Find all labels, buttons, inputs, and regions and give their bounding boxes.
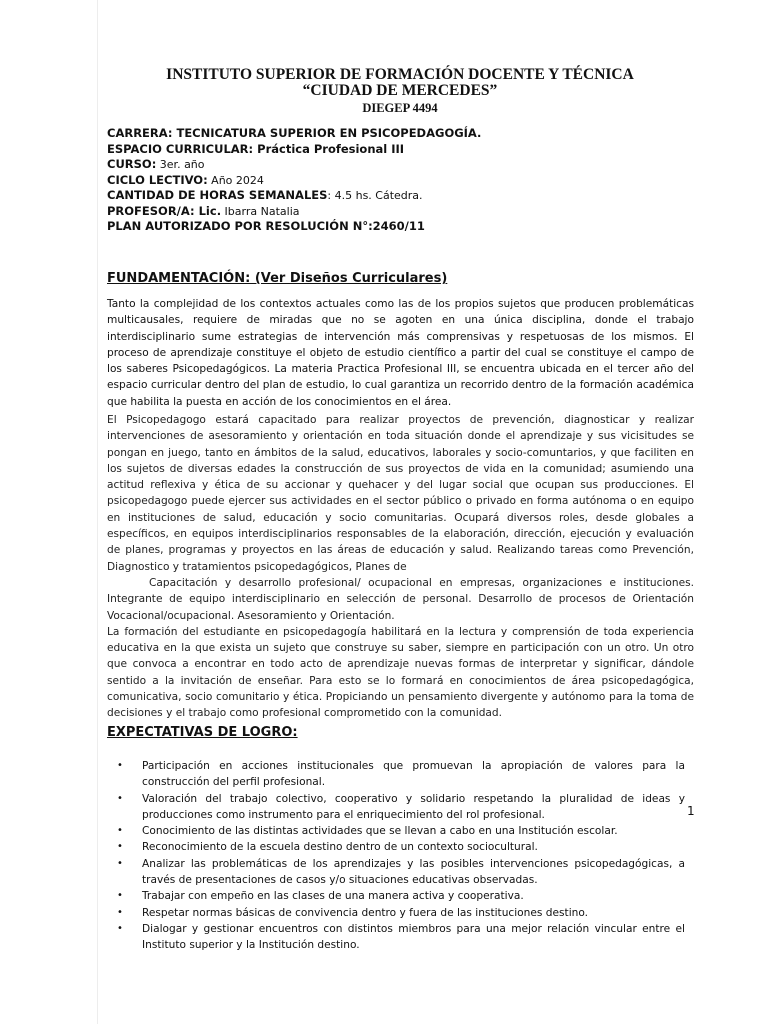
- areas-paragraph: Capacitación y desarrollo profesional/ ocupacional en empresas, organizaciones e instituciones. Integrante de equipo interdisciplinario en selección de personal. Desarrollo de procesos de Orientación Vocacional/ocupacional. Asesoramiento y Orientación.: [107, 576, 694, 622]
- fundamentacion-paragraph-2: [107, 412, 694, 722]
- list-item: • Conocimiento de las distintas actividades que se llevan a cabo en una Institución escolar.: [107, 823, 685, 839]
- bullet-icon: •: [117, 906, 123, 918]
- carrera-line: CARRERA: TECNICATURA SUPERIOR EN PSICOPEDAGOGÍA.: [107, 126, 482, 140]
- perfil-paragraph: El Psicopedagogo estará capacitado para realizar proyectos de prevención, diagnosticar y realizar intervenciones de asesoramiento y orientación en toda situación donde el aprendizaje y sus vicisitudes se pongan en juego, tanto en ámbitos de la salud, educativos, laborales y socio-comuntarios, y que faciliten en los sujetos de diversas edades la construcción de sus proyectos de vida en la comunidad; asumiendo una actitud reflexiva y ética de su accionar y quehacer y del lugar social que ocupan sus producciones. El psicopedagogo puede ejercer sus actividades en el sector público o privado en forma autónoma o en equipo en instituciones de salud, educación y socio comunitarias. Ocupará diversos roles, desde globales a específicos, en equipos interdisciplinarios responsables de la elaboración, dirección, ejecución y evaluación de planes, programas y proyectos en las áreas de educación y salud. Realizando tareas como Prevención, Diagnostico y tratamientos psicopedagógicos, Planes de: [107, 414, 694, 573]
- list-item: • Reconocimiento de la escuela destino dentro de un contexto sociocultural.: [107, 839, 685, 855]
- list-item: • Analizar las problemáticas de los aprendizajes y las posibles intervenciones psicopedagógicas, a través de presentaciones de casos y/o situaciones educativas observadas.: [117, 857, 685, 887]
- expectativas-title: EXPECTATIVAS DE LOGRO:: [107, 725, 298, 740]
- bullet-icon: •: [117, 922, 123, 934]
- document-header: [100, 67, 700, 117]
- bullet-icon: •: [117, 857, 123, 869]
- profesor-line: PROFESOR/A: Lic. Ibarra Natalia: [107, 203, 300, 218]
- page-number: 1: [687, 804, 695, 818]
- espacio-line: ESPACIO CURRICULAR: Práctica Profesional III: [107, 141, 405, 156]
- fundamentacion-title: FUNDAMENTACIÓN: (Ver Diseños Curriculares): [107, 271, 448, 286]
- list-item: • Participación en acciones institucionales que promuevan la apropiación de valores para la construcción del perfil profesional.: [117, 760, 685, 789]
- list-item: • Respetar normas básicas de convivencia dentro y fuera de las instituciones destino.: [107, 905, 685, 921]
- list-item: • Valoración del trabajo colectivo, cooperativo y solidario respetando la pluralidad de ideas y producciones como instrumento para el enriquecimiento del rol profesional.: [117, 792, 685, 821]
- horas-line: CANTIDAD DE HORAS SEMANALES: 4.5 hs. Cátedra.: [107, 188, 423, 202]
- list-item: • Dialogar y gestionar encuentros con distintos miembros para una mejor relación vincular entre el Instituto superior y la Institución destino.: [117, 922, 685, 952]
- bullet-icon: •: [117, 792, 123, 804]
- ciclo-line: CICLO LECTIVO: Año 2024: [107, 172, 264, 187]
- institution-city: “CIUDAD DE MERCEDES”: [302, 82, 498, 99]
- bullet-icon: •: [117, 890, 123, 902]
- page-margin-line: [97, 0, 98, 1024]
- bullet-icon: •: [117, 825, 123, 837]
- list-item: • Trabajar con empeño en las clases de una manera activa y cooperativa.: [107, 888, 685, 904]
- bullet-icon: •: [117, 760, 123, 771]
- course-info: [107, 126, 687, 235]
- fundamentacion-paragraph-1: Tanto la complejidad de los contextos actuales como las de los propios sujetos que producen problemáticas multicausales, requiere de miradas que no se agoten en una única disciplina, donde el trabajo interdisciplinario sume estrategias de intervención más comprensivas y respetuosas de los mismos. El proceso de aprendizaje constituye el objeto de estudio científico a partir del cual se constituye el campo de los saberes Psicopedagógicos. La materia Practica Profesional III, se encuentra ubicada en el tercer año del espacio curricular dentro del plan de estudio, lo cual garantiza un recorrido dentro de la formación académica que habilita la puesta en acción de los conocimientos en el área.: [107, 298, 694, 408]
- formacion-paragraph: La formación del estudiante en psicopedagogía habilitará en la lectura y comprensión de toda experiencia educativa en la que exista un sujeto que construye su saber, siempre en participación con un otro. Un otro que convoca a encontrar en todo acto de aprendizaje nuevas formas de interpretar y significar, dándole sentido a la invitación de enseñar. Para esto se lo formará en conocimientos de área psicopedagógica, comunicativa, socio comunitario y ética. Propiciando un pensamiento divergente y autónomo para la toma de decisiones y el trabajo como profesional comprometido con la comunidad.: [107, 625, 694, 720]
- expectativas-list: [107, 758, 685, 954]
- curso-line: CURSO: 3er. año: [107, 157, 205, 171]
- institution-code: DIEGEP 4494: [362, 101, 438, 115]
- bullet-icon: •: [117, 841, 123, 853]
- plan-line: PLAN AUTORIZADO POR RESOLUCIÓN N°:2460/11: [107, 219, 425, 233]
- institution-name: INSTITUTO SUPERIOR DE FORMACIÓN DOCENTE Y TÉCNICA: [166, 66, 634, 83]
